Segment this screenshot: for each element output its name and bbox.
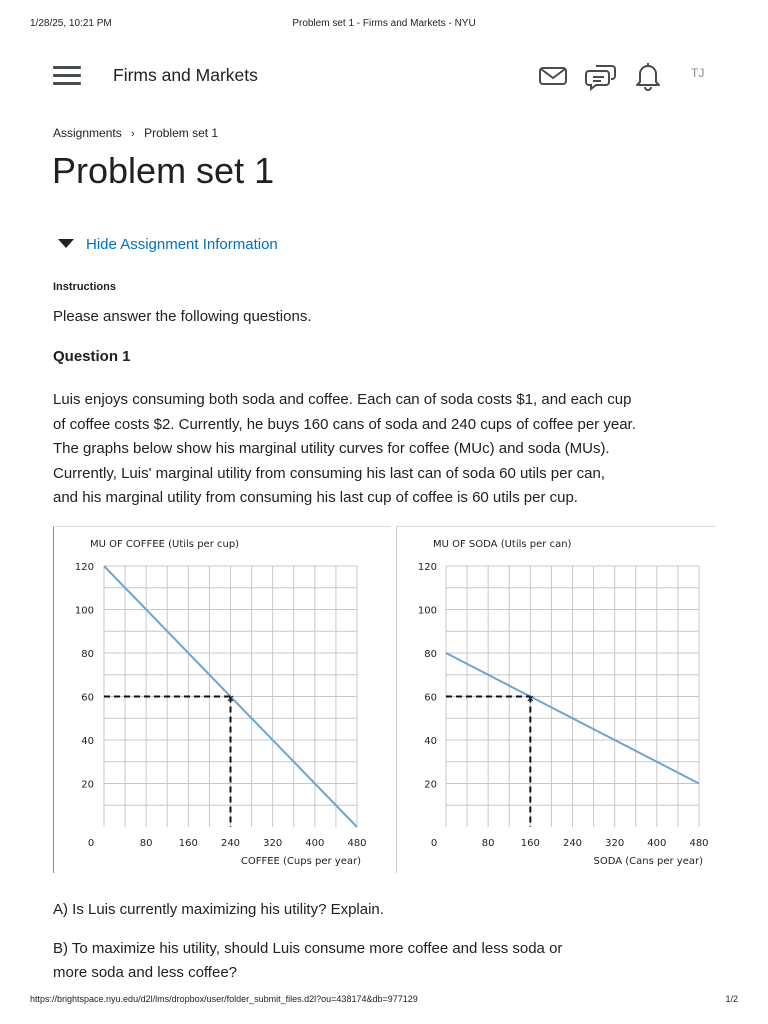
x-tick-label: 480 — [347, 838, 367, 849]
x-tick-label: 80 — [139, 838, 153, 849]
y-tick-label: 100 — [417, 605, 437, 617]
user-avatar[interactable]: TJ — [691, 66, 705, 80]
y-tick-label: 40 — [424, 736, 437, 747]
instructions-text: Please answer the following questions. — [53, 308, 312, 325]
x-tick-label: 400 — [647, 838, 667, 849]
y-tick-label: 80 — [424, 649, 437, 660]
y-tick-label: 80 — [81, 649, 94, 660]
chat-icon[interactable] — [585, 60, 617, 92]
hide-assignment-info-toggle[interactable] — [58, 236, 278, 253]
current-point-marker: × — [226, 693, 235, 705]
charts-figure — [53, 526, 715, 872]
question-line: The graphs below show his marginal utility curves for coffee (MUc) and soda (MUs). — [53, 440, 610, 457]
print-date: 1/28/25, 10:21 PM — [30, 18, 112, 29]
question-line: of coffee costs $2. Currently, he buys 160 cans of soda and 240 cups of coffee per year. — [53, 415, 636, 433]
x-tick-label: 320 — [605, 838, 625, 849]
y-axis-title: MU OF SODA (Utils per can) — [433, 539, 572, 550]
soda-chart-panel — [396, 526, 716, 873]
soda-mu-chart — [397, 527, 716, 873]
x-tick-label: 480 — [689, 838, 709, 849]
question-part-a — [53, 898, 384, 922]
y-tick-label: 100 — [74, 605, 94, 617]
y-tick-label: 40 — [81, 736, 94, 747]
navbar — [53, 56, 713, 96]
print-document-title: Problem set 1 - Firms and Markets - NYU — [292, 18, 476, 29]
x-tick-label: 160 — [178, 838, 198, 849]
question-part-b — [53, 937, 562, 985]
y-axis-title: MU OF COFFEE (Utils per cup) — [90, 539, 240, 550]
current-point-marker: × — [526, 693, 535, 705]
part-b-line: more soda and less coffee? — [53, 964, 238, 981]
caret-down-icon — [58, 239, 74, 248]
breadcrumb-separator: › — [131, 128, 135, 140]
print-url: https://brightspace.nyu.edu/d2l/lms/dropbox/user/folder_submit_files.d2l?ou=438174&db=977129 — [30, 994, 418, 1004]
toggle-label: Hide Assignment Information — [86, 236, 278, 253]
question-paragraph — [53, 388, 693, 511]
menu-icon[interactable] — [53, 66, 81, 86]
page-title: Problem set 1 — [52, 150, 275, 191]
x-tick-label: 80 — [481, 838, 495, 849]
question-heading: Question 1 — [53, 348, 131, 365]
x-tick-label: 400 — [305, 838, 325, 849]
breadcrumb — [53, 126, 218, 140]
x-tick-label: 240 — [220, 838, 241, 849]
x-axis-title: COFFEE (Cups per year) — [240, 856, 361, 867]
y-tick-label: 120 — [417, 562, 437, 573]
breadcrumb-assignments[interactable]: Assignments — [53, 126, 122, 140]
coffee-chart-panel — [53, 526, 391, 873]
part-a-text: A) Is Luis currently maximizing his utility? Explain. — [53, 901, 384, 918]
x-tick-label: 0 — [430, 838, 438, 849]
x-axis-title: SODA (Cans per year) — [593, 856, 703, 867]
y-tick-label: 60 — [424, 692, 437, 704]
instructions-label: Instructions — [53, 281, 116, 293]
email-icon[interactable] — [538, 60, 568, 90]
bell-icon[interactable] — [633, 60, 663, 92]
x-tick-label: 320 — [263, 838, 283, 849]
y-tick-label: 20 — [81, 779, 94, 791]
y-tick-label: 120 — [74, 562, 94, 573]
print-page-number: 1/2 — [725, 994, 738, 1004]
y-tick-label: 20 — [424, 779, 437, 791]
x-tick-label: 0 — [87, 838, 95, 849]
question-line: Luis enjoys consuming both soda and coffee. Each can of soda costs $1, and each cup — [53, 391, 632, 408]
part-b-line: B) To maximize his utility, should Luis consume more coffee and less soda or — [53, 940, 563, 957]
question-line: Currently, Luis' marginal utility from consuming his last can of soda 60 utils per can, — [53, 464, 605, 482]
x-tick-label: 240 — [562, 838, 583, 849]
y-tick-label: 60 — [81, 692, 94, 704]
x-tick-label: 160 — [520, 838, 540, 849]
course-title[interactable]: Firms and Markets — [113, 65, 258, 85]
question-line: and his marginal utility from consuming his last cup of coffee is 60 utils per cup. — [53, 489, 578, 506]
breadcrumb-current: Problem set 1 — [144, 126, 219, 140]
coffee-mu-chart — [54, 527, 391, 873]
